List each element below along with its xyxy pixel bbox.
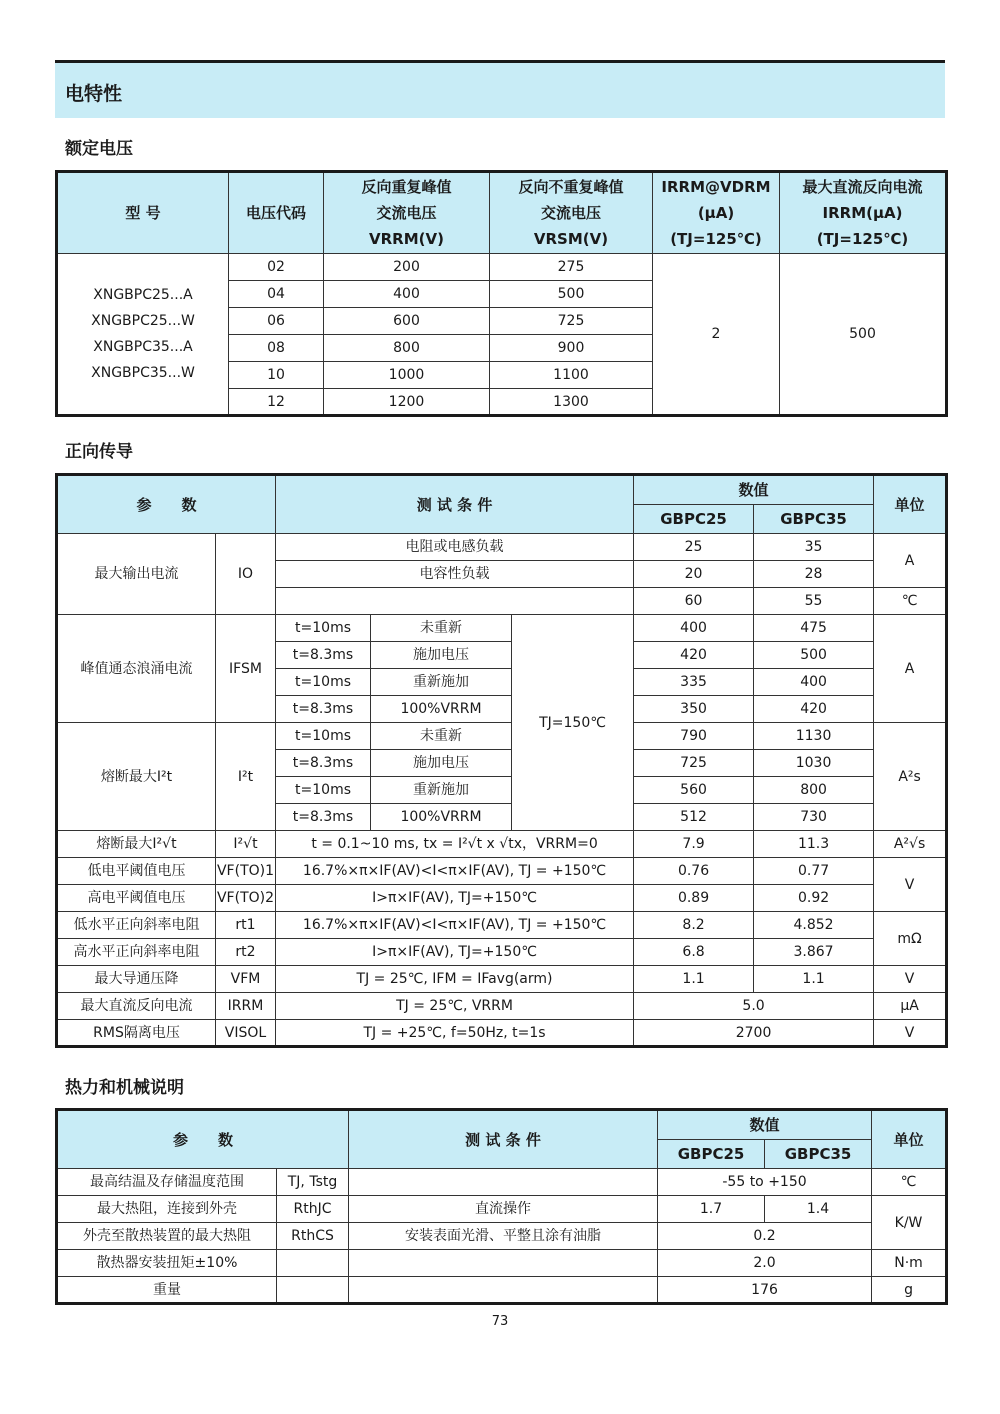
irrm-symbol: IRRM [216,993,276,1020]
temp-unit: ℃ [874,588,947,615]
i2t-condition: 100%VRRM [371,804,512,831]
voltage-code: 06 [229,308,324,335]
rt-unit: mΩ [874,912,947,966]
rthjc-name: 最大热阻，连接到外壳 [57,1196,277,1223]
i2t-time: t=8.3ms [276,804,371,831]
ifsm-unit: A [874,615,947,723]
header-value: 数值 [634,475,874,505]
header-test-condition: 测 试 条 件 [276,475,634,534]
i2t-time: t=8.3ms [276,750,371,777]
weight-symbol [277,1277,349,1304]
rthcs-value: 0.2 [658,1223,872,1250]
ifsm-condition: 重新施加 [371,669,512,696]
vf1-gbpc25: 0.76 [634,858,754,885]
header-model: 型 号 [57,172,229,254]
irrm-name: 最大直流反向电流 [57,993,216,1020]
vf1-symbol: VF(TO)1 [216,858,276,885]
vrsm-value: 1300 [490,389,653,416]
rated-voltage-title: 额定电压 [65,139,133,159]
header-value: 数值 [658,1110,872,1140]
vrrm-value: 600 [324,308,490,335]
vrrm-value: 1000 [324,362,490,389]
ifsm-time: t=10ms [276,669,371,696]
i2t-condition: 施加电压 [371,750,512,777]
rt2-gbpc35: 3.867 [754,939,874,966]
io-condition [276,588,634,615]
vfm-symbol: VFM [216,966,276,993]
model-list: XNGBPC25...A XNGBPC25...W XNGBPC35...A XNGBPC35...W [57,254,229,416]
rt1-gbpc35: 4.852 [754,912,874,939]
io-gbpc35: 55 [754,588,874,615]
kw-unit: K/W [872,1196,947,1250]
i2t-gbpc35: 730 [754,804,874,831]
weight-value: 176 [658,1277,872,1304]
torque-condition [349,1250,658,1277]
header-gbpc25: GBPC25 [658,1140,765,1169]
tj-unit: ℃ [872,1169,947,1196]
visol-condition: TJ = +25℃, f=50Hz, t=1s [276,1020,634,1047]
header-unit: 单位 [872,1110,947,1169]
vf2-gbpc25: 0.89 [634,885,754,912]
thermal-mechanical-table [55,1108,948,1305]
header-voltage-code: 电压代码 [229,172,324,254]
rthjc-condition: 直流操作 [349,1196,658,1223]
weight-condition [349,1277,658,1304]
i2t-gbpc35: 1130 [754,723,874,750]
rthcs-symbol: RthCS [277,1223,349,1250]
rt2-name: 高水平正向斜率电阻 [57,939,216,966]
irrm-value: 5.0 [634,993,874,1020]
ifsm-gbpc35: 500 [754,642,874,669]
i2rt-gbpc35: 11.3 [754,831,874,858]
vf1-name: 低电平阈值电压 [57,858,216,885]
voltage-code: 04 [229,281,324,308]
ifsm-name: 峰值通态浪涌电流 [57,615,216,723]
i2t-name: 熔断最大I²t [57,723,216,831]
vf2-condition: I>π×IF(AV), TJ=+150℃ [276,885,634,912]
i2rt-condition: t = 0.1~10 ms, tx = I²√t x √tx，VRRM=0 [276,831,634,858]
visol-name: RMS隔离电压 [57,1020,216,1047]
tj-condition: TJ=150℃ [512,615,634,831]
i2t-gbpc25: 512 [634,804,754,831]
rt2-symbol: rt2 [216,939,276,966]
ifsm-condition: 未重新 [371,615,512,642]
ifsm-time: t=10ms [276,615,371,642]
ifsm-condition: 100%VRRM [371,696,512,723]
ifsm-gbpc35: 420 [754,696,874,723]
io-unit: A [874,534,947,588]
rated-voltage-table [55,170,948,417]
rt1-gbpc25: 8.2 [634,912,754,939]
i2rt-unit: A²√s [874,831,947,858]
rt1-name: 低水平正向斜率电阻 [57,912,216,939]
forward-conduction-table [55,473,948,1048]
header-test-condition: 测 试 条 件 [349,1110,658,1169]
header-vrrm: 反向重复峰值 交流电压 VRRM(V) [324,172,490,254]
vfm-unit: V [874,966,947,993]
torque-name: 散热器安装扭矩±10% [57,1250,277,1277]
visol-symbol: VISOL [216,1020,276,1047]
vrrm-value: 800 [324,335,490,362]
io-symbol: IO [216,534,276,615]
ifsm-symbol: IFSM [216,615,276,723]
voltage-code: 10 [229,362,324,389]
vf1-condition: 16.7%×π×IF(AV)<I<π×IF(AV), TJ = +150℃ [276,858,634,885]
ifsm-gbpc25: 335 [634,669,754,696]
irrm-condition: TJ = 25℃, VRRM [276,993,634,1020]
rthcs-condition: 安装表面光滑、平整且涂有油脂 [349,1223,658,1250]
rt1-condition: 16.7%×π×IF(AV)<I<π×IF(AV), TJ = +150℃ [276,912,634,939]
i2rt-gbpc25: 7.9 [634,831,754,858]
vf2-name: 高电平阈值电压 [57,885,216,912]
ifsm-gbpc35: 475 [754,615,874,642]
tj-name: 最高结温及存储温度范围 [57,1169,277,1196]
header-param: 参 数 [57,1110,349,1169]
i2t-condition: 重新施加 [371,777,512,804]
rthcs-name: 外壳至散热装置的最大热阻 [57,1223,277,1250]
voltage-code: 12 [229,389,324,416]
vrrm-value: 400 [324,281,490,308]
i2t-gbpc25: 560 [634,777,754,804]
thermal-mechanical-title: 热力和机械说明 [65,1078,184,1098]
vfm-gbpc25: 1.1 [634,966,754,993]
vrsm-value: 500 [490,281,653,308]
torque-unit: N·m [872,1250,947,1277]
rthjc-gbpc35: 1.4 [765,1196,872,1223]
i2t-condition: 未重新 [371,723,512,750]
io-condition: 电阻或电感负载 [276,534,634,561]
io-gbpc25: 60 [634,588,754,615]
header-gbpc35: GBPC35 [765,1140,872,1169]
vfm-name: 最大导通压降 [57,966,216,993]
header-gbpc25: GBPC25 [634,505,754,534]
header-gbpc35: GBPC35 [754,505,874,534]
io-gbpc25: 25 [634,534,754,561]
visol-value: 2700 [634,1020,874,1047]
weight-name: 重量 [57,1277,277,1304]
i2t-gbpc35: 1030 [754,750,874,777]
i2rt-name: 熔断最大I²√t [57,831,216,858]
vrsm-value: 725 [490,308,653,335]
i2t-gbpc25: 790 [634,723,754,750]
ifsm-gbpc35: 400 [754,669,874,696]
vf1-gbpc35: 0.77 [754,858,874,885]
section-header-bar [55,60,945,118]
vrsm-value: 1100 [490,362,653,389]
irrm-dc-value: 500 [780,254,947,416]
header-irrm-vdrm: IRRM@VDRM (μA) (TJ=125℃) [653,172,780,254]
header-param: 参 数 [57,475,276,534]
weight-unit: g [872,1277,947,1304]
rt1-symbol: rt1 [216,912,276,939]
voltage-code: 02 [229,254,324,281]
io-gbpc25: 20 [634,561,754,588]
torque-symbol [277,1250,349,1277]
ifsm-gbpc25: 400 [634,615,754,642]
io-name: 最大输出电流 [57,534,216,615]
io-condition: 电容性负载 [276,561,634,588]
i2t-time: t=10ms [276,777,371,804]
i2rt-symbol: I²√t [216,831,276,858]
forward-conduction-title: 正向传导 [65,442,133,462]
tj-symbol: TJ, Tstg [277,1169,349,1196]
rthjc-gbpc25: 1.7 [658,1196,765,1223]
io-gbpc35: 28 [754,561,874,588]
ifsm-time: t=8.3ms [276,696,371,723]
irrm-unit: μA [874,993,947,1020]
vf-unit: V [874,858,947,912]
ifsm-condition: 施加电压 [371,642,512,669]
i2t-time: t=10ms [276,723,371,750]
vf2-symbol: VF(TO)2 [216,885,276,912]
rt2-gbpc25: 6.8 [634,939,754,966]
i2t-symbol: I²t [216,723,276,831]
tj-condition [349,1169,658,1196]
page-number: 73 [491,1314,509,1329]
irrm-vdrm-value: 2 [653,254,780,416]
vrrm-value: 200 [324,254,490,281]
tj-value: -55 to +150 [658,1169,872,1196]
i2t-unit: A²s [874,723,947,831]
ifsm-gbpc25: 350 [634,696,754,723]
vfm-condition: TJ = 25℃, IFM = IFavg(arm) [276,966,634,993]
rthjc-symbol: RthJC [277,1196,349,1223]
rt2-condition: I>π×IF(AV), TJ=+150℃ [276,939,634,966]
header-irrm-dc: 最大直流反向电流 IRRM(μA) (TJ=125℃) [780,172,947,254]
vrsm-value: 275 [490,254,653,281]
ifsm-gbpc25: 420 [634,642,754,669]
torque-value: 2.0 [658,1250,872,1277]
voltage-code: 08 [229,335,324,362]
vrsm-value: 900 [490,335,653,362]
vfm-gbpc35: 1.1 [754,966,874,993]
header-unit: 单位 [874,475,947,534]
vf2-gbpc35: 0.92 [754,885,874,912]
i2t-gbpc25: 725 [634,750,754,777]
visol-unit: V [874,1020,947,1047]
header-vrsm: 反向不重复峰值 交流电压 VRSM(V) [490,172,653,254]
ifsm-time: t=8.3ms [276,642,371,669]
i2t-gbpc35: 800 [754,777,874,804]
section-header-title: 电特性 [65,83,123,105]
io-gbpc35: 35 [754,534,874,561]
vrrm-value: 1200 [324,389,490,416]
